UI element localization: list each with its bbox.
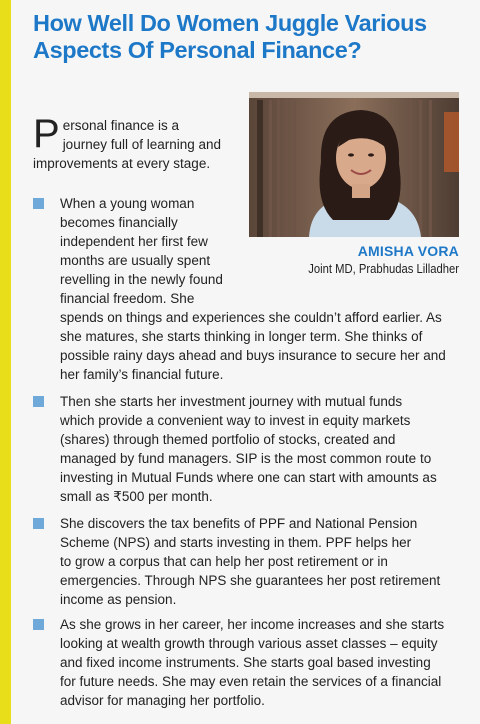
bullet-line: and fixed income instruments. She starts goal based investing xyxy=(60,655,431,670)
author-name: AMISHA VORA xyxy=(357,243,459,259)
intro-line: ersonal finance is a xyxy=(62,118,180,133)
bullet-line: emergencies. Through NPS she guarantees her post retirement xyxy=(60,573,441,588)
bullet-text xyxy=(60,514,463,609)
bullet-line: managed by fund managers. SIP is the most common route to xyxy=(60,451,432,466)
bullet-line: which provide a convenient way to invest in equity markets xyxy=(60,413,411,428)
bullet-line: Then she starts her investment journey with mutual funds xyxy=(60,394,403,409)
article-title xyxy=(33,0,462,64)
bullet-item xyxy=(33,392,463,506)
bullet-line: (shares) through themed portfolio of stocks, created and xyxy=(60,432,396,447)
bullet-text xyxy=(60,615,463,710)
bullet-line: She discovers the tax benefits of PPF and National Pension xyxy=(60,516,418,531)
bullet-text xyxy=(60,194,463,384)
bullet-item xyxy=(33,194,463,384)
bullet-line: As she grows in her career, her income increases and she starts xyxy=(60,617,445,632)
bullet-line: income as pension. xyxy=(60,592,177,607)
bullet-line: independent her first few xyxy=(60,234,208,249)
bullet-line: revelling in the newly found xyxy=(60,272,223,287)
bullet-line: When a young woman xyxy=(60,196,195,211)
bullet-item xyxy=(33,615,463,710)
bullet-square-icon xyxy=(33,396,44,407)
bullet-text xyxy=(60,392,463,506)
bullet-item xyxy=(33,514,463,609)
article-content xyxy=(33,0,462,724)
bullet-square-icon xyxy=(33,198,44,209)
title-line-1: How Well Do Women Juggle Various xyxy=(33,10,427,36)
intro-paragraph xyxy=(33,112,238,173)
bullet-line: becomes financially xyxy=(60,215,178,230)
bullet-line: possible rainy days ahead and buys insurance to secure her and xyxy=(60,348,446,363)
accent-bar xyxy=(0,0,11,724)
bullet-line: for future needs. She may even retain the services of a financial xyxy=(60,674,442,689)
drop-cap: P xyxy=(33,112,60,156)
bullet-line: Scheme (NPS) and starts investing in them. PPF helps her xyxy=(60,535,412,550)
bullet-line: financial freedom. She xyxy=(60,291,195,306)
bullet-line: spends on things and experiences she couldn’t afford earlier. As xyxy=(60,310,442,325)
bullet-line: her family’s financial future. xyxy=(60,367,224,382)
bullet-square-icon xyxy=(33,619,44,630)
bullet-line: small as ₹500 per month. xyxy=(60,489,213,504)
bullet-line: she matures, she starts thinking in longer term. She thinks of xyxy=(60,329,423,344)
bullet-line: months are usually spent xyxy=(60,253,211,268)
intro-line: journey full of learning and xyxy=(62,137,222,152)
bullet-line: advisor for managing her portfolio. xyxy=(60,693,265,708)
bullet-line: investing in Mutual Funds where one can start with amounts as xyxy=(60,470,437,485)
bullet-square-icon xyxy=(33,518,44,529)
bullet-line: to grow a corpus that can help her post retirement or in xyxy=(60,554,388,569)
title-line-2: Aspects Of Personal Finance? xyxy=(33,37,362,63)
author-title: Joint MD, Prabhudas Lilladher xyxy=(308,262,459,276)
intro-line: improvements at every stage. xyxy=(33,156,211,171)
bullet-line: looking at wealth growth through various asset classes – equity xyxy=(60,636,438,651)
